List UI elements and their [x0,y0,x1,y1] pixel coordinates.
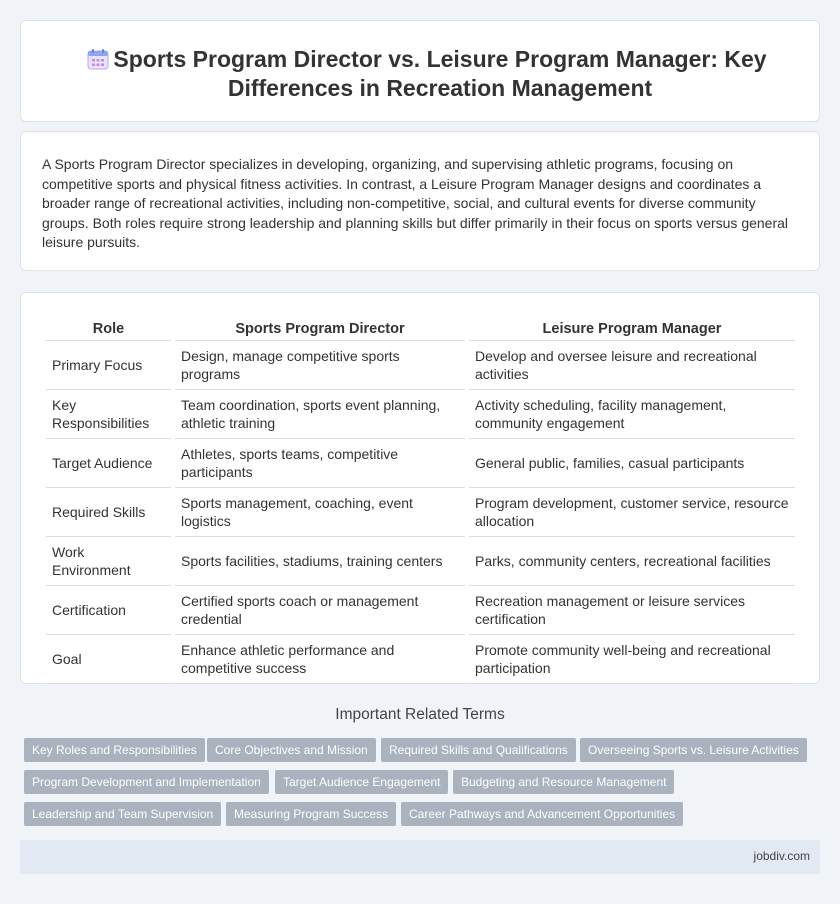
row-role-cell: Primary Focus [46,341,171,390]
table-row [46,586,795,635]
row-role-cell: Key Responsibilities [46,390,171,439]
title-card [20,20,820,122]
leisure-manager-cell: Activity scheduling, facility management, community engagement [469,390,795,439]
table-header-row [46,311,795,341]
row-role-cell: Required Skills [46,488,171,537]
row-role-cell: Work Environment [46,537,171,586]
related-term-tag[interactable]: Required Skills and Qualifications [381,738,576,762]
sports-director-cell: Team coordination, sports event planning, athletic training [175,390,465,439]
leisure-manager-cell: Parks, community centers, recreational facilities [469,537,795,586]
related-term-tag[interactable]: Overseeing Sports vs. Leisure Activities [580,738,807,762]
sports-director-cell: Design, manage competitive sports programs [175,341,465,390]
comparison-card [20,292,820,684]
intro-card [20,131,820,271]
related-term-tag[interactable]: Budgeting and Resource Management [453,770,674,794]
leisure-manager-cell: Promote community well-being and recreational participation [469,635,795,684]
comparison-table [42,311,799,684]
sports-director-cell: Enhance athletic performance and competitive success [175,635,465,684]
leisure-manager-cell: Recreation management or leisure services certification [469,586,795,635]
sports-director-cell: Sports management, coaching, event logistics [175,488,465,537]
related-term-tag[interactable]: Career Pathways and Advancement Opportunities [401,802,683,826]
leisure-manager-cell: Program development, customer service, resource allocation [469,488,795,537]
column-header-leisure-manager: Leisure Program Manager [469,311,795,341]
sports-director-cell: Certified sports coach or management credential [175,586,465,635]
sports-director-cell: Athletes, sports teams, competitive participants [175,439,465,488]
related-term-tag[interactable]: Target Audience Engagement [275,770,448,794]
table-row [46,488,795,537]
related-terms-heading: Important Related Terms [335,706,505,723]
sports-director-cell: Sports facilities, stadiums, training centers [175,537,465,586]
column-header-role: Role [46,311,171,341]
leisure-manager-cell: Develop and oversee leisure and recreational activities [469,341,795,390]
related-term-tag[interactable]: Program Development and Implementation [24,770,269,794]
table-row [46,390,795,439]
table-row [46,341,795,390]
row-role-cell: Target Audience [46,439,171,488]
related-term-tag[interactable]: Core Objectives and Mission [207,738,376,762]
table-row [46,439,795,488]
table-row [46,635,795,684]
page-title: Sports Program Director vs. Leisure Program Manager: Key Differences in Recreation Management [113,46,767,101]
leisure-manager-cell: General public, families, casual participants [469,439,795,488]
row-role-cell: Goal [46,635,171,684]
footer [20,840,820,874]
column-header-sports-director: Sports Program Director [175,311,465,341]
intro-paragraph: A Sports Program Director specializes in developing, organizing, and supervising athletic programs, focusing on competitive sports and physical fitness activities. In contrast, a Leisure Program Manager designs and coordinates a broader range of recreational activities, including non-competitive, social, and cultural events for diverse community groups. Both roles require strong leadership and planning skills but differ primarily in their focus on sports versus general leisure pursuits. [42,156,789,251]
related-term-tag[interactable]: Leadership and Team Supervision [24,802,221,826]
related-term-tag[interactable]: Measuring Program Success [226,802,396,826]
table-row [46,537,795,586]
related-term-tag[interactable]: Key Roles and Responsibilities [24,738,205,762]
footer-site-link[interactable]: jobdiv.com [753,849,810,863]
row-role-cell: Certification [46,586,171,635]
